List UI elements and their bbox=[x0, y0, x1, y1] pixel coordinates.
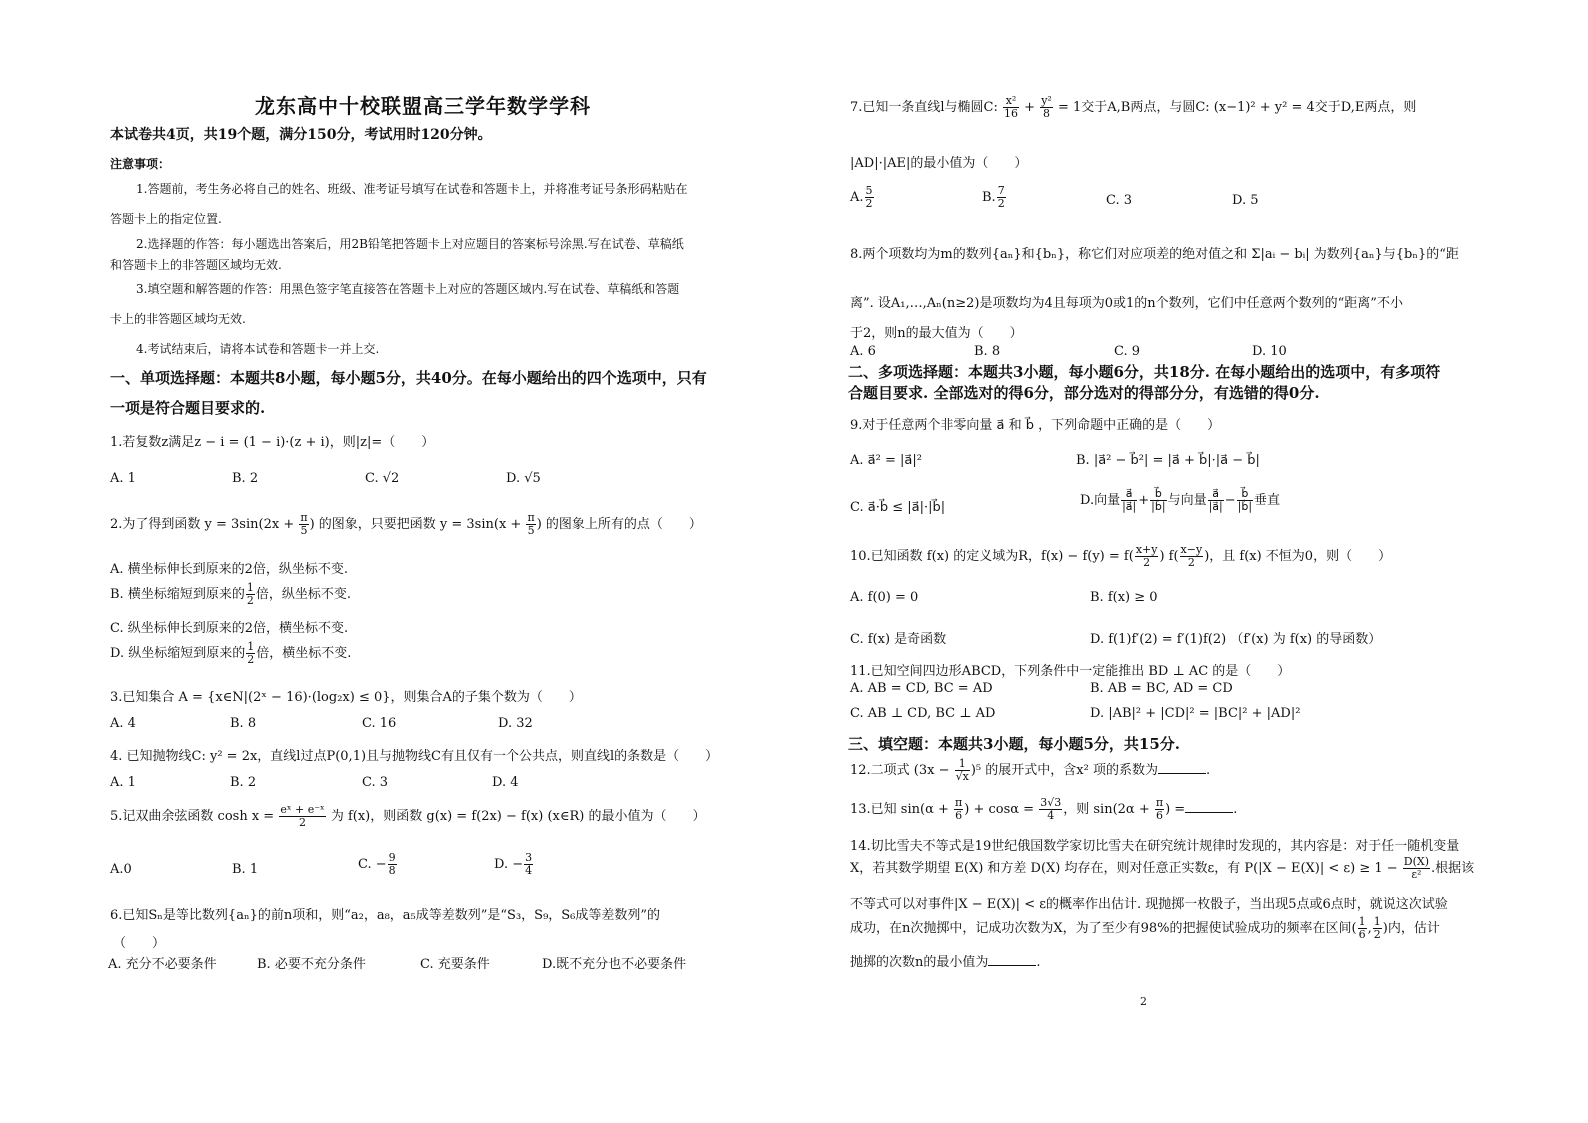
question-5-option-c: C. − $\frac{9}{8}$ bbox=[358, 851, 396, 877]
notice-item-2-cont: 和答题卡上的非答题区域均无效. bbox=[110, 258, 282, 272]
question-7-option-c: C. 3 bbox=[1106, 193, 1133, 208]
question-2-option-c: C. 纵坐标伸长到原来的2倍，横坐标不变. bbox=[110, 621, 349, 636]
question-2-stem: 2.为了得到函数 y = 3sin(2x + $\frac{\pi}{5}$ ) 的图象，只要把函数 y = 3sin(x + $\frac{\pi}{5}$ ) 的图象上所有的点（ ） bbox=[110, 511, 702, 537]
question-6-option-a: A. 充分不必要条件 bbox=[108, 957, 217, 972]
question-11-option-a: A. AB = CD, BC = AD bbox=[850, 681, 993, 696]
question-8-stem-cont-1: 离”. 设A₁,…,Aₙ(n≥2)是项数均为4且每项为0或1的n个数列，它们中任意两个数列的“距离”不小 bbox=[850, 296, 1403, 311]
question-7-option-b: B. $\frac{7}{2}$ bbox=[982, 184, 1005, 210]
question-4-option-d: D. 4 bbox=[492, 775, 519, 790]
question-14-line-1: 14.切比雪夫不等式是19世纪俄国数学家切比雪夫在研究统计规律时发现的，其内容是：对于任一随机变量 bbox=[850, 839, 1460, 854]
section-3-heading: 三、填空题：本题共3小题，每小题5分，共15分. bbox=[848, 735, 1180, 753]
question-3-option-c: C. 16 bbox=[362, 716, 397, 731]
question-9-option-b: B. |a⃗² − b⃗²| = |a⃗ + b⃗|·|a⃗ − b⃗| bbox=[1076, 453, 1260, 468]
question-4-option-c: C. 3 bbox=[362, 775, 389, 790]
notice-item-3-cont: 卡上的非答题区域均无效. bbox=[110, 312, 246, 326]
question-5-stem: 5.记双曲余弦函数 cosh x = $\frac{\text{eˣ + e⁻ˣ}}{2}$ 为 f(x)，则函数 g(x) = f(2x) − f(x) (x∈R) 的最小值为（ ） bbox=[110, 803, 706, 829]
question-6-option-c: C. 充要条件 bbox=[420, 957, 490, 972]
question-4-stem: 4. 已知抛物线C: y² = 2x，直线l过点P(0,1)且与抛物线C有且仅有一个公共点，则直线l的条数是（ ） bbox=[110, 749, 719, 764]
notice-item-1-cont: 答题卡上的指定位置. bbox=[110, 212, 222, 226]
question-14-line-3: 不等式可以对事件|X − E(X)| < ε的概率作出估计. 现抛掷一枚骰子，当出现5点或6点时，就说这次试验 bbox=[850, 897, 1448, 912]
question-1-option-b: B. 2 bbox=[232, 471, 259, 486]
question-7-option-a: A. $\frac{5}{2}$ bbox=[850, 184, 873, 210]
question-9-option-a: A. a⃗² = |a⃗|² bbox=[850, 453, 922, 468]
answer-blank-12[interactable] bbox=[1158, 763, 1206, 774]
question-11-option-c: C. AB ⊥ CD, BC ⊥ AD bbox=[850, 706, 996, 721]
question-3-option-a: A. 4 bbox=[110, 716, 136, 731]
question-10-option-a: A. f(0) = 0 bbox=[850, 590, 919, 605]
question-8-option-a: A. 6 bbox=[850, 344, 876, 359]
question-10-stem: 10.已知函数 f(x) 的定义域为R，f(x) − f(y) = f( $\frac{x+y}{2}$ ) f( $\frac{x-y}{2}$ )，且 f(x) 不恒为0，则（ ） bbox=[850, 543, 1392, 569]
question-5-option-d: D. − $\frac{3}{4}$ bbox=[494, 851, 533, 877]
question-9-option-d: D.向量 $\frac{a⃗}{|a⃗|}$ + $\frac{b⃗}{|b⃗|}$ 与向量 $\frac{a⃗}{|a⃗|}$ − $\frac{b⃗}{|b⃗|}$ 垂直 bbox=[1080, 487, 1281, 513]
question-4-option-a: A. 1 bbox=[110, 775, 136, 790]
answer-blank-13[interactable] bbox=[1185, 802, 1233, 813]
question-4-option-b: B. 2 bbox=[230, 775, 257, 790]
question-10-option-b: B. f(x) ≥ 0 bbox=[1090, 590, 1158, 605]
question-10-option-d: D. f(1)f′(2) = f′(1)f(2) （f′(x) 为 f(x) 的导函数） bbox=[1090, 632, 1382, 647]
question-14-line-2: X，若其数学期望 E(X) 和方差 D(X) 均存在，则对任意正实数ε，有 P(|X − E(X)| < ε) ≥ 1 − $\frac{D(X)}{\text{ε²}}$ .根据该 bbox=[850, 855, 1475, 881]
question-1-option-c: C. √2 bbox=[365, 471, 400, 486]
notice-item-4: 4.考试结束后，请将本试卷和答题卡一并上交. bbox=[136, 342, 380, 356]
question-6-stem: 6.已知Sₙ是等比数列{aₙ}的前n项和，则“a₂，a₈，a₅成等差数列”是“S₃，S₉，S₆成等差数列”的 bbox=[110, 908, 661, 923]
question-12-stem: 12.二项式 (3x − $\frac{1}{√x}$ )⁵ 的展开式中，含x² 项的系数为 . bbox=[850, 757, 1211, 783]
question-8-option-c: C. 9 bbox=[1114, 344, 1141, 359]
question-8-stem-cont-2: 于2，则n的最大值为（ ） bbox=[850, 326, 1023, 341]
question-14-line-4: 成功，在n次抛掷中，记成功次数为X，为了至少有98%的把握使试验成功的频率在区间( $\frac{1}{6}$ , $\frac{1}{2}$ )内，估计 bbox=[850, 915, 1440, 941]
question-5-option-a: A.0 bbox=[110, 862, 132, 877]
question-1-stem: 1.若复数z满足z − i = (1 − i)·(z + i)，则|z|=（ ） bbox=[110, 435, 435, 450]
page-number: 2 bbox=[1140, 995, 1147, 1008]
question-3-option-d: D. 32 bbox=[498, 716, 533, 731]
question-8-option-b: B. 8 bbox=[974, 344, 1001, 359]
question-8-stem: 8.两个项数均为m的数列{aₙ}和{bₙ}，称它们对应项差的绝对值之和 Σ|aᵢ − bᵢ| 为数列{aₙ}与{bₙ}的“距 bbox=[850, 247, 1459, 262]
notice-item-3: 3.填空题和解答题的作答：用黑色签字笔直接答在答题卡上对应的答题区域内.写在试卷、草稿纸和答题 bbox=[136, 282, 680, 296]
section-2-heading: 二、多项选择题：本题共3小题，每小题6分，共18分. 在每小题给出的选项中，有多项符 bbox=[848, 363, 1441, 381]
question-2-option-a: A. 横坐标伸长到原来的2倍，纵坐标不变. bbox=[110, 562, 349, 577]
question-9-option-c: C. a⃗·b⃗ ≤ |a⃗|·|b⃗| bbox=[850, 500, 946, 515]
question-3-stem: 3.已知集合 A = {x∈N|(2ˣ − 16)·(log₂x) ≤ 0}，则集合A的子集个数为（ ） bbox=[110, 690, 582, 705]
question-9-stem: 9.对于任意两个非零向量 a⃗ 和 b⃗ ，下列命题中正确的是（ ） bbox=[850, 418, 1221, 433]
question-11-option-b: B. AB = BC, AD = CD bbox=[1090, 681, 1233, 696]
question-11-option-d: D. |AB|² + |CD|² = |BC|² + |AD|² bbox=[1090, 706, 1301, 721]
question-6-option-d: D.既不充分也不必要条件 bbox=[542, 957, 687, 972]
question-11-stem: 11.已知空间四边形ABCD，下列条件中一定能推出 BD ⊥ AC 的是（ ） bbox=[850, 664, 1291, 679]
page-title: 龙东高中十校联盟高三学年数学学科 bbox=[255, 94, 591, 118]
question-7-stem-cont: |AD|·|AE|的最小值为（ ） bbox=[850, 156, 1028, 171]
section-2-heading-cont: 合题目要求. 全部选对的得6分，部分选对的得部分分，有选错的得0分. bbox=[848, 384, 1320, 402]
exam-intro: 本试卷共4页，共19个题，满分150分，考试用时120分钟。 bbox=[110, 127, 492, 143]
question-10-option-c: C. f(x) 是奇函数 bbox=[850, 632, 947, 647]
section-1-heading-cont: 一项是符合题目要求的. bbox=[110, 399, 266, 417]
question-2-option-b: B. 横坐标缩短到原来的 $\frac{1}{2}$ 倍，纵坐标不变. bbox=[110, 581, 351, 607]
notice-item-1: 1.答题前，考生务必将自己的姓名、班级、准考证号填写在试卷和答题卡上，并将准考证号条形码粘贴在 bbox=[136, 182, 688, 196]
answer-blank-14[interactable] bbox=[988, 955, 1036, 966]
notice-item-2: 2.选择题的作答：每小题选出答案后，用2B铅笔把答题卡上对应题目的答案标号涂黑.写在试卷、草稿纸 bbox=[136, 237, 684, 251]
question-14-line-5: 抛掷的次数n的最小值为 . bbox=[850, 955, 1041, 970]
question-7-option-d: D. 5 bbox=[1232, 193, 1259, 208]
question-7-stem: 7.已知一条直线l与椭圆C: $\frac{\text{x²}}{16}$ + $\frac{\text{y²}}{8}$ = 1交于A,B两点，与圆C: (x−1)² + y² = 4交于D,E两点，则 bbox=[850, 94, 1417, 120]
question-13-stem: 13.已知 sin(α + $\frac{\pi}{6}$ ) + cosα = $\frac{3√3}{4}$ ，则 sin(2α + $\frac{\pi}{6}$ ) = . bbox=[850, 796, 1238, 822]
question-5-option-b: B. 1 bbox=[232, 862, 259, 877]
question-1-option-a: A. 1 bbox=[110, 471, 136, 486]
question-2-option-d: D. 纵坐标缩短到原来的 $\frac{1}{2}$ 倍，横坐标不变. bbox=[110, 640, 352, 666]
question-6-option-b: B. 必要不充分条件 bbox=[257, 957, 366, 972]
section-1-heading: 一、单项选择题：本题共8小题，每小题5分，共40分。在每小题给出的四个选项中，只有 bbox=[110, 369, 707, 387]
question-8-option-d: D. 10 bbox=[1252, 344, 1287, 359]
question-1-option-d: D. √5 bbox=[506, 471, 541, 486]
question-3-option-b: B. 8 bbox=[230, 716, 257, 731]
notice-heading: 注意事项： bbox=[110, 157, 171, 171]
question-6-paren: （ ） bbox=[113, 936, 166, 951]
